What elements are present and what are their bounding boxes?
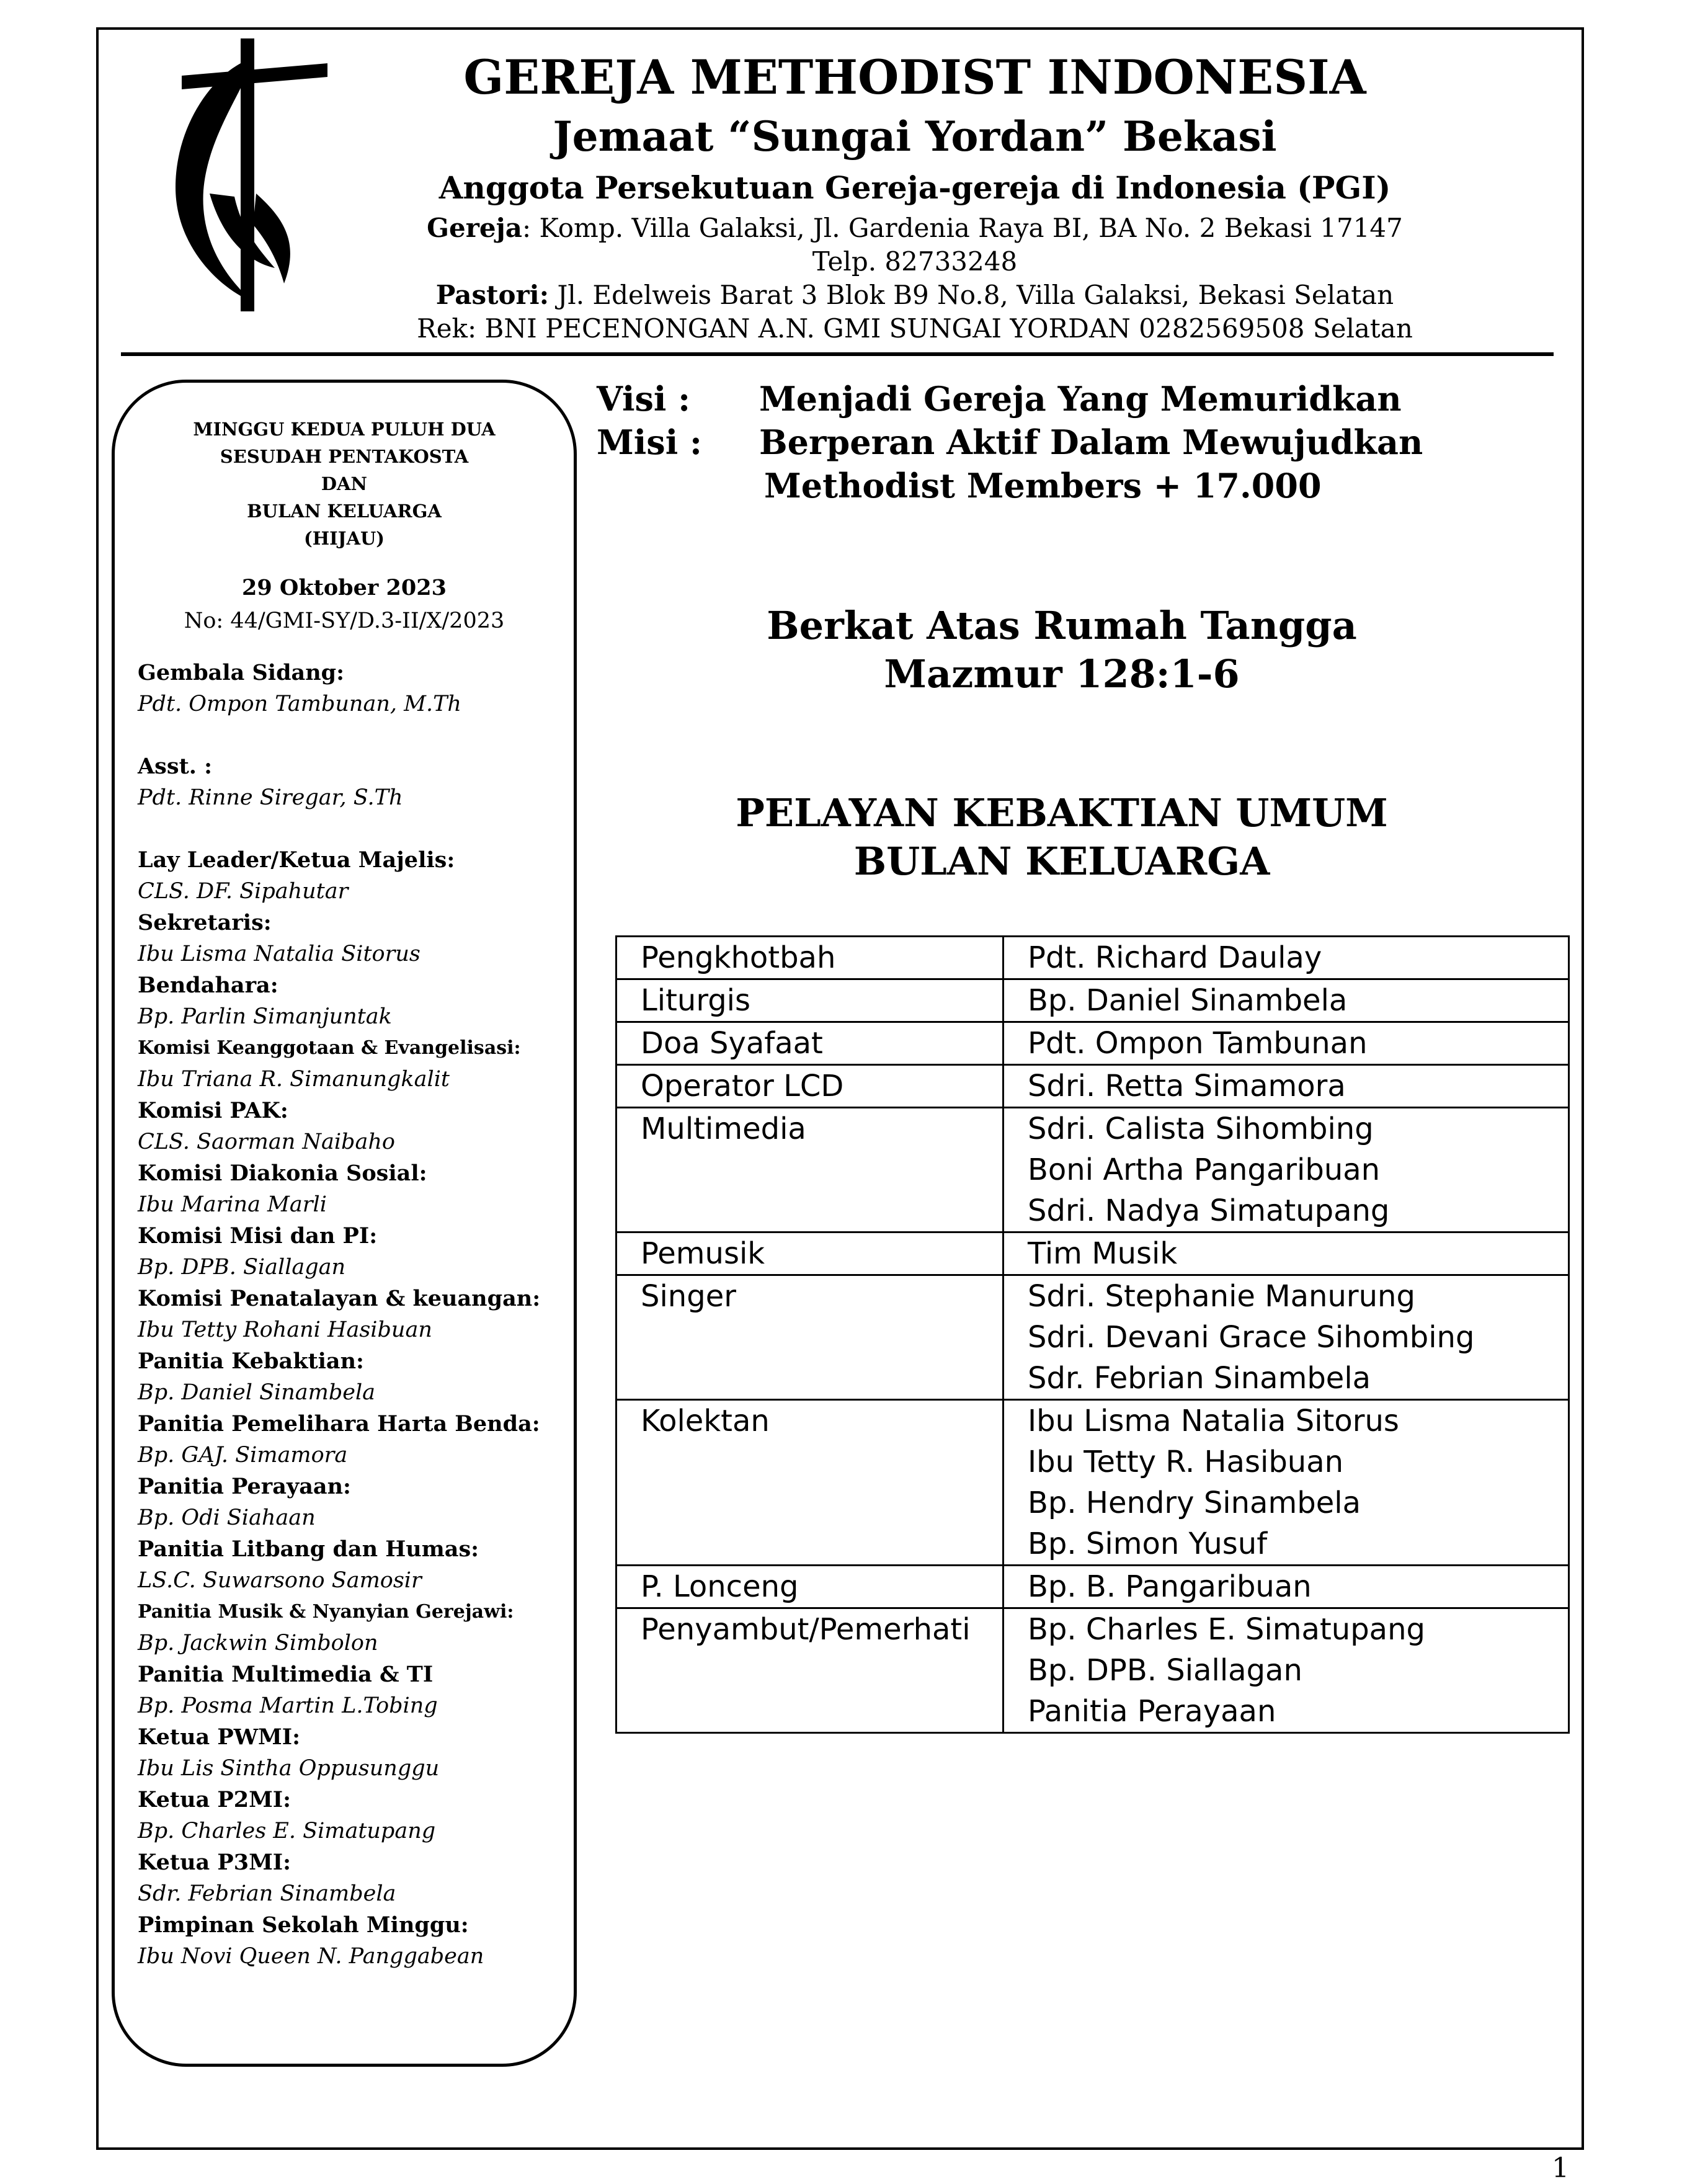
duty-person: Bp. Charles E. Simatupang	[1028, 1612, 1425, 1647]
officer-name: Bp. DPB. Siallagan	[138, 1255, 346, 1280]
officer-role: Panitia Musik & Nyanyian Gerejawi:	[138, 1601, 514, 1623]
page-number: 1	[1552, 2152, 1569, 2184]
org-name: GEREJA METHODIST INDONESIA	[463, 50, 1366, 105]
letterhead	[323, 47, 1507, 345]
duty-role: Operator LCD	[616, 1065, 1003, 1108]
bulletin-date: 29 Oktober 2023	[242, 575, 447, 600]
table-row	[616, 1108, 1569, 1232]
duty-person: Boni Artha Pangaribuan	[1028, 1152, 1381, 1187]
duty-names	[1003, 1608, 1569, 1733]
officer-role: Komisi Misi dan PI:	[138, 1223, 378, 1249]
table-row	[616, 1022, 1569, 1065]
duty-person: Bp. Hendry Sinambela	[1028, 1486, 1361, 1520]
officer-name: Bp. Parlin Simanjuntak	[138, 1004, 392, 1029]
service-heading-line: BULAN KELUARGA	[853, 839, 1270, 884]
table-row	[616, 1232, 1569, 1275]
duty-names	[1003, 937, 1569, 979]
phone-line: Telp. 82733248	[812, 246, 1018, 277]
officer-role: Panitia Multimedia & TI	[138, 1662, 434, 1687]
header-divider	[121, 352, 1554, 356]
officer-name: Ibu Triana R. Simanungkalit	[138, 1067, 450, 1092]
church-label: Gereja	[427, 213, 522, 243]
duty-role: Pemusik	[616, 1232, 1003, 1275]
duty-person: Bp. DPB. Siallagan	[1028, 1653, 1302, 1688]
duty-person: Bp. Daniel Sinambela	[1028, 983, 1348, 1018]
table-row	[616, 1566, 1569, 1608]
occasion-line: (HIJAU)	[304, 528, 385, 549]
duty-person: Sdri. Calista Sihombing	[1028, 1112, 1374, 1146]
duty-person: Ibu Lisma Natalia Sitorus	[1028, 1404, 1399, 1438]
bulletin-number: No: 44/GMI-SY/D.3-II/X/2023	[184, 608, 505, 633]
duty-names	[1003, 1022, 1569, 1065]
officer-name: Ibu Tetty Rohani Hasibuan	[138, 1317, 432, 1342]
church-address: : Komp. Villa Galaksi, Jl. Gardenia Raya BI, BA No. 2 Bekasi 17147	[522, 213, 1403, 243]
membership-line: Anggota Persekutuan Gereja-gereja di Indonesia (PGI)	[438, 169, 1391, 206]
officer-role: Panitia Pemelihara Harta Benda:	[138, 1411, 540, 1437]
occasion-line: MINGGU KEDUA PULUH DUA	[193, 419, 496, 440]
service-duty-table	[615, 935, 1570, 1734]
misi-label: Misi :	[597, 422, 702, 462]
duty-role: Kolektan	[616, 1400, 1003, 1566]
bank-account-line: Rek: BNI PECENONGAN A.N. GMI SUNGAI YORDAN 0282569508 Selatan	[417, 313, 1413, 344]
officer-role: Panitia Perayaan:	[138, 1474, 351, 1499]
officer-role: Ketua P3MI:	[138, 1850, 291, 1875]
officer-name: LS.C. Suwarsono Samosir	[138, 1568, 422, 1593]
officer-name: Bp. Jackwin Simbolon	[138, 1631, 378, 1656]
duty-person: Sdri. Devani Grace Sihombing	[1028, 1320, 1475, 1355]
table-row	[616, 1275, 1569, 1400]
duty-role: Liturgis	[616, 979, 1003, 1022]
sermon-title-block	[597, 602, 1527, 698]
duty-names	[1003, 1566, 1569, 1608]
officer-name: Pdt. Ompon Tambunan, M.Th	[138, 692, 461, 716]
officer-name: Ibu Marina Marli	[138, 1192, 327, 1217]
officer-role: Komisi Diakonia Sosial:	[138, 1161, 427, 1186]
occasion-line: SESUDAH PENTAKOSTA	[220, 446, 469, 467]
officer-role: Panitia Litbang dan Humas:	[138, 1536, 479, 1562]
officers-list	[138, 657, 566, 1972]
duty-role: Penyambut/Pemerhati	[616, 1608, 1003, 1733]
visi-text: Menjadi Gereja Yang Memuridkan	[759, 379, 1402, 419]
table-row	[616, 1065, 1569, 1108]
duty-person: Sdri. Nadya Simatupang	[1028, 1193, 1390, 1228]
duty-person: Pdt. Ompon Tambunan	[1028, 1026, 1368, 1061]
officer-role: Komisi Penatalayan & keuangan:	[138, 1286, 541, 1311]
duty-person: Pdt. Richard Daulay	[1028, 940, 1322, 975]
officer-role: Bendahara:	[138, 973, 278, 998]
service-heading-line: PELAYAN KEBAKTIAN UMUM	[736, 790, 1388, 836]
visi-label: Visi :	[597, 379, 691, 419]
duty-names	[1003, 1275, 1569, 1400]
sermon-title: Berkat Atas Rumah Tangga	[767, 603, 1357, 648]
duty-person: Ibu Tetty R. Hasibuan	[1028, 1445, 1344, 1479]
officer-role: Panitia Kebaktian:	[138, 1348, 364, 1374]
misi-text-continued: Methodist Members + 17.000	[764, 466, 1322, 506]
officer-name: Bp. Posma Martin L.Tobing	[138, 1693, 438, 1718]
officer-name: Sdr. Febrian Sinambela	[138, 1881, 396, 1906]
officer-name: Bp. Odi Siahaan	[138, 1505, 316, 1530]
misi-text: Berperan Aktif Dalam Mewujudkan	[759, 422, 1423, 462]
officer-role: Gembala Sidang:	[138, 660, 345, 685]
sidebar-heading	[130, 416, 558, 636]
officer-name: Ibu Novi Queen N. Panggabean	[138, 1944, 484, 1969]
duty-role: Pengkhotbah	[616, 937, 1003, 979]
duty-names	[1003, 1232, 1569, 1275]
officer-name: Ibu Lisma Natalia Sitorus	[138, 942, 420, 966]
officer-role: Sekretaris:	[138, 910, 272, 935]
congregation-name: Jemaat “Sungai Yordan” Bekasi	[553, 112, 1277, 161]
vision-mission	[597, 377, 1527, 507]
service-heading	[597, 789, 1527, 886]
officer-name: Bp. GAJ. Simamora	[138, 1443, 348, 1468]
officer-role: Ketua PWMI:	[138, 1724, 301, 1750]
table-row	[616, 1400, 1569, 1566]
duty-names	[1003, 979, 1569, 1022]
table-row	[616, 979, 1569, 1022]
officer-name: Pdt. Rinne Siregar, S.Th	[138, 785, 403, 810]
church-address-line	[323, 212, 1507, 245]
scripture-reference: Mazmur 128:1-6	[884, 651, 1240, 697]
duty-names	[1003, 1400, 1569, 1566]
duty-person: Sdr. Febrian Sinambela	[1028, 1361, 1371, 1396]
duty-person: Bp. B. Pangaribuan	[1028, 1569, 1312, 1604]
officer-name: CLS. Saorman Naibaho	[138, 1130, 395, 1154]
duty-person: Sdri. Stephanie Manurung	[1028, 1279, 1415, 1314]
duty-person: Sdri. Retta Simamora	[1028, 1069, 1346, 1103]
duty-person: Panitia Perayaan	[1028, 1694, 1276, 1729]
duty-role: Singer	[616, 1275, 1003, 1400]
officer-role: Pimpinan Sekolah Minggu:	[138, 1912, 469, 1938]
officer-name: CLS. DF. Sipahutar	[138, 879, 349, 904]
officer-role: Komisi Keanggotaan & Evangelisasi:	[138, 1037, 521, 1059]
officer-name: Bp. Charles E. Simatupang	[138, 1819, 436, 1843]
duty-person: Bp. Simon Yusuf	[1028, 1527, 1268, 1561]
occasion-line: BULAN KELUARGA	[247, 501, 442, 522]
duty-role: P. Lonceng	[616, 1566, 1003, 1608]
duty-role: Doa Syafaat	[616, 1022, 1003, 1065]
table-row	[616, 1608, 1569, 1733]
officer-name: Bp. Daniel Sinambela	[138, 1380, 376, 1405]
pastori-label: Pastori:	[435, 280, 550, 310]
occasion-line: DAN	[321, 473, 368, 494]
officer-role: Ketua P2MI:	[138, 1787, 291, 1812]
officer-role: Lay Leader/Ketua Majelis:	[138, 847, 455, 873]
methodist-cross-flame-icon	[148, 38, 327, 311]
officer-role: Komisi PAK:	[138, 1098, 288, 1123]
table-row	[616, 937, 1569, 979]
pastori-line	[323, 279, 1507, 312]
officer-name: Ibu Lis Sintha Oppusunggu	[138, 1756, 440, 1781]
officer-role: Asst. :	[138, 754, 213, 779]
duty-person: Tim Musik	[1028, 1236, 1178, 1271]
pastori-address: Jl. Edelweis Barat 3 Blok B9 No.8, Villa Galaksi, Bekasi Selatan	[549, 280, 1394, 310]
duty-names	[1003, 1065, 1569, 1108]
duty-role: Multimedia	[616, 1108, 1003, 1232]
duty-names	[1003, 1108, 1569, 1232]
